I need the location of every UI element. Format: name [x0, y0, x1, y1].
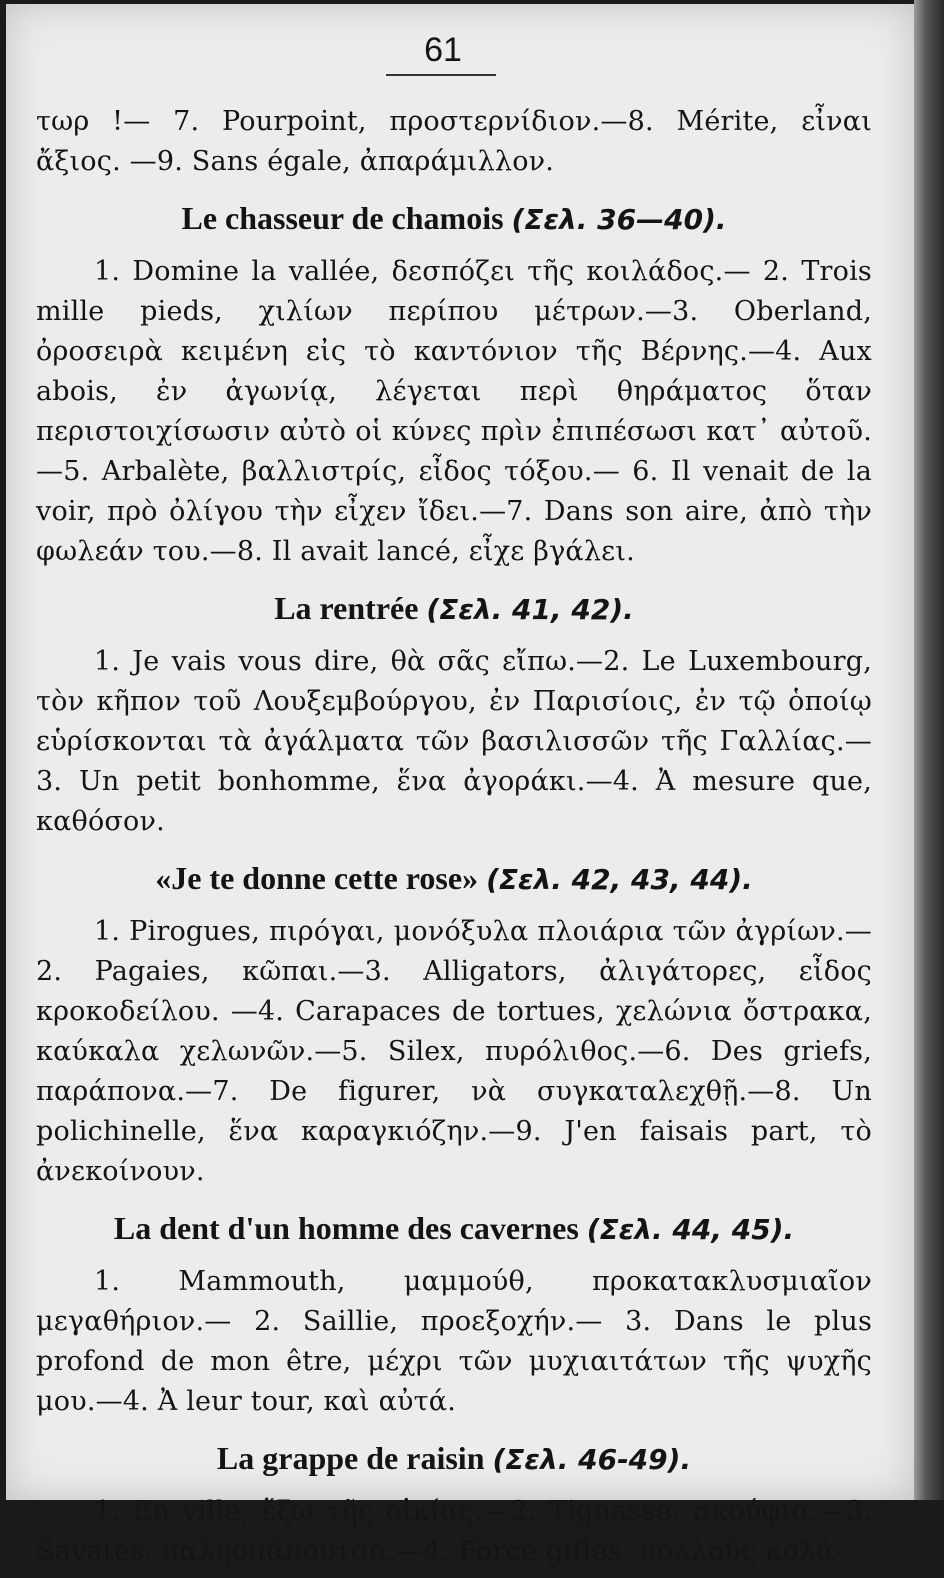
heading-page-ref: (Σελ. 46-49). [492, 1443, 692, 1476]
book-page [6, 4, 914, 1567]
heading-title: Le chasseur de chamois [181, 200, 504, 236]
page-number-rule [386, 74, 496, 76]
paragraph-rentree: 1. Je vais vous dire, θὰ σᾶς εἴπω.—2. Le Luxembourg, τὸν κῆπον τοῦ Λουξεμβούργου, ἐν Παρισίοις, ἐν τῷ ὁποίῳ εὑρίσκονται τὰ ἀγάλματα τῶν βασιλισσῶν τῆς Γαλλίας.—3. Un petit bonhomme, ἕνα ἀγοράκι.—4. Ἀ mesure que, καθόσον. [36, 646, 872, 837]
heading-title: La grappe de raisin [216, 1440, 485, 1476]
page-content [36, 102, 872, 1578]
heading-title: «Je te donne cette rose» [155, 860, 479, 896]
heading-title: La dent d'un homme des cavernes [113, 1210, 579, 1246]
heading-page-ref: (Σελ. 41, 42). [426, 593, 634, 626]
heading-page-ref: (Σελ. 36—40). [511, 203, 727, 236]
paragraph-dent: 1. Mammouth, μαμμούθ, προκατακλυσμιαῖον μεγαθήριον.— 2. Saillie, προεξοχήν.— 3. Dans le plus profond de mon être, μέχρι τῶν μυχιαιτάτων τῆς ψυχῆς μου.—4. Ἀ leur tour, καὶ αὐτά. [36, 1266, 872, 1417]
section-heading-rose [36, 856, 872, 902]
section-heading-rentree [36, 586, 872, 632]
paragraph-grappe: 1. En ville, ἔξω τῆς οἰκίας.—2. Tignasse, σκούφια.—3. Savates, παληοπάπουτσα.—4. Force gifles, πολλοὺς κολά- [36, 1496, 872, 1567]
heading-page-ref: (Σελ. 42, 43, 44). [486, 863, 753, 896]
paragraph-rose: 1. Pirogues, πιρόγαι, μονόξυλα πλοιάρια τῶν ἀγρίων.—2. Pagaies, κῶπαι.—3. Alligators, ἀλιγάτορες, εἶδος κροκοδείλου. —4. Carapaces de tortues, χελώνια ὄστρακα, καύκαλα χελωνῶν.—5. Silex, πυρόλιθος.—6. Des griefs, παράπονα.—7. De figurer, νὰ συγκαταλεχθῇ.—8. Un polichinelle, ἕνα καραγκιόζην.—9. J'en faisais part, τὸ ἀνεκοίνουν. [36, 916, 872, 1187]
page-number: 61 [424, 31, 462, 69]
paragraph-chasseur: 1. Domine la vallée, δεσπόζει τῆς κοιλάδος.— 2. Trois mille pieds, χιλίων περίπου μέτρων.—3. Oberland, ὀροσειρὰ κειμένη εἰς τὸ καντόνιον τῆς Βέρνης.—4. Aux abois, ἐν ἀγωνίᾳ, λέγεται περὶ θηράματος ὅταν περιστοιχίσωσιν αὐτὸ οἱ κύνες πρὶν ἐπιπέσωσι κατ᾽ αὐτοῦ.—5. Arbalète, βαλλιστρίς, εἶδος τόξου.— 6. Il venait de la voir, πρὸ ὀλίγου τὴν εἶχεν ἴδει.—7. Dans son aire, ἀπὸ τὴν φωλεάν του.—8. Il avait lancé, εἶχε βγάλει. [36, 256, 872, 567]
section-heading-dent [36, 1206, 872, 1252]
paragraph-continuation: τωρ !— 7. Pourpoint, προστερνίδιον.—8. Mérite, εἶναι ἄξιος. —9. Sans égale, ἀπαράμιλλον. [36, 106, 872, 177]
heading-page-ref: (Σελ. 44, 45). [586, 1213, 795, 1246]
heading-title: La rentrée [274, 590, 419, 626]
section-heading-grappe [36, 1436, 872, 1482]
page-edge-shadow [914, 0, 944, 1500]
section-heading-chasseur [36, 196, 872, 242]
